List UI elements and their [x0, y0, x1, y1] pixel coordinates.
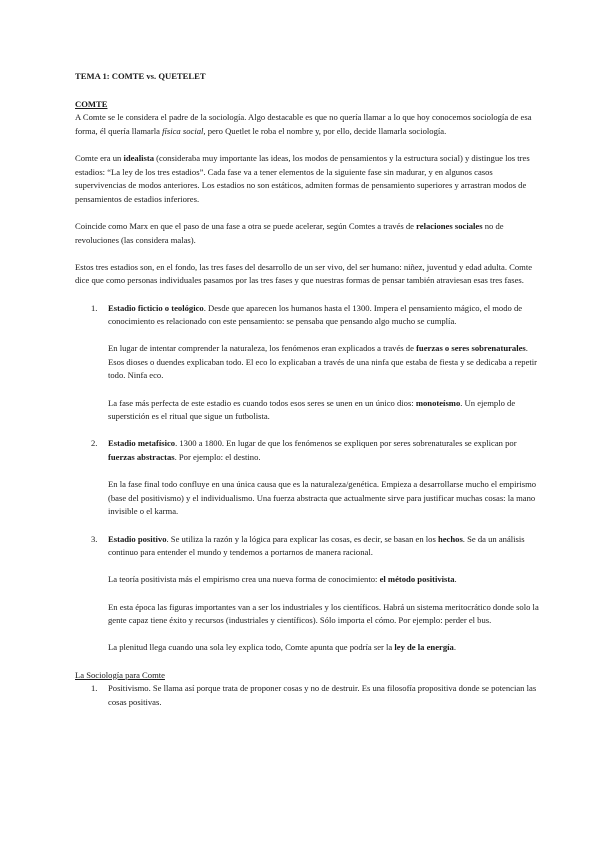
stage-paragraph: [108, 533, 540, 560]
stage-paragraph: [108, 397, 540, 424]
stage-paragraph: [108, 573, 540, 587]
bold-term: hechos: [437, 533, 463, 544]
list-item-text: Positivismo. Se llama así porque trata de proponer cosas y no de destruir. Es una filosofía propositiva donde se potencian las cosas positivas.: [108, 683, 537, 707]
text-run: La fase más perfecta de este estadio es cuando todos esos seres se unen en un único dios:: [108, 397, 416, 408]
text-run: . Esos dioses o duendes explicaban todo. El eco lo explicaban a través de una ninfa que estaba de fiesta y se dedicaba a repetir todo. Ninfa eco.: [108, 343, 538, 381]
text-run: . Desde que aparecen los humanos hasta el 1300. Impera el pensamiento mágico, el modo de conocimiento es relacionado con este pensamiento: se pensaba que pensando algo mucho se cumplía.: [108, 302, 523, 327]
text-run: no de revoluciones (las considera malas).: [75, 220, 504, 245]
bold-term: idealista: [123, 152, 155, 163]
stage-paragraph: En esta época las figuras importantes van a ser los industriales y los científicos. Habrá un sistema meritocrático donde solo la gente capaz tiene éxito y recursos (industriales y científicos). Sólo importa el cómo. Por ejemplo: perder el bus.: [108, 601, 539, 626]
bold-term: monoteísmo: [415, 397, 461, 408]
list-number: 1.: [91, 683, 98, 694]
stage-paragraph: [108, 302, 540, 329]
stage-paragraph: [108, 437, 540, 464]
stage-title: Estadio metafísico: [108, 438, 176, 449]
list-item-stage-2: [75, 437, 540, 519]
stage-paragraph: En la fase final todo confluye en una única causa que es la naturaleza/genética. Empieza a desarrollarse mucho el empirismo (base del positivismo) y el individualismo. Una fuerza abstracta que actualmente sirve para justificar muchas cosas: la mano invisible o el karma.: [108, 479, 537, 517]
bold-term: relaciones sociales: [416, 220, 483, 231]
text-run: .: [453, 642, 456, 653]
paragraph-intro: [75, 111, 540, 138]
document-title: TEMA 1: COMTE vs. QUETELET: [75, 71, 206, 81]
section-heading-comte: COMTE: [75, 98, 108, 109]
text-run: (consideraba muy importante las ideas, los modos de pensamientos y la estructura social) y distingue los tres estadios: “La ley de los tres estadios”. Cada fase va a tener elementos de la siguiente fase sin madurar, y en algunos casos supervivencias de modos anteriores. Los estadios no son estáticos, admiten formas de pensamiento superiores y arrastran modos de pensamientos de estadios inferiores.: [75, 152, 530, 204]
text-run: . Por ejemplo: el destino.: [174, 452, 261, 463]
paragraph-idealista: [75, 152, 540, 206]
bold-term: fuerzas abstractas: [108, 452, 175, 463]
bold-term: ley de la energía: [394, 642, 454, 653]
text-run: La plenitud llega cuando una sola ley explica todo, Comte apunta que podría ser la: [108, 642, 395, 653]
section-heading-sociologia: La Sociología para Comte: [75, 669, 165, 680]
italic-term: física social: [162, 125, 204, 136]
stage-title: Estadio positivo: [108, 533, 167, 544]
list-number: 2.: [91, 438, 98, 449]
list-number: 3.: [91, 533, 98, 544]
stage-paragraph: [108, 641, 540, 655]
stages-list: [75, 302, 540, 655]
sociology-list: [75, 682, 540, 709]
text-run: La teoría positivista más el empirismo crea una nueva forma de conocimiento:: [108, 574, 380, 585]
list-item-positivismo: [75, 682, 540, 709]
bold-term: el método positivista: [379, 574, 455, 585]
text-run: . Se da un análisis continuo para entender el mundo y tendemos a portarnos de manera racional.: [108, 533, 525, 558]
text-run: . Se utiliza la razón y la lógica para explicar las cosas, es decir, se basan en los: [166, 533, 438, 544]
text-run: A Comte se le considera el padre de la sociología. Algo destacable es que no quería llamar a lo que hoy conocemos sociología de esa forma, él quería llamarla: [75, 112, 532, 136]
stage-title: Estadio ficticio o teológico: [108, 302, 204, 313]
text-run: Comte era un: [75, 152, 124, 163]
text-run: . Un ejemplo de superstición es el ritual que sigue un futbolista.: [108, 397, 516, 422]
bold-term: fuerzas o seres sobrenaturales: [416, 343, 526, 354]
text-run: . 1300 a 1800. En lugar de que los fenómenos se expliquen por seres sobrenaturales se explican por: [175, 438, 517, 449]
text-run: En lugar de intentar comprender la naturaleza, los fenómenos eran explicados a través de: [108, 343, 417, 354]
paragraph-three-stages: Estos tres estadios son, en el fondo, las tres fases del desarrollo de un ser vivo, del ser humano: niñez, juventud y edad adulta. Comte dice que como personas individuales pasamos por las tres fases y que nuestras formas de pensar también atraviesan esas tres fases.: [75, 261, 533, 286]
text-run: .: [454, 574, 457, 585]
list-number: 1.: [91, 302, 98, 313]
text-run: , pero Quetlet le roba el nombre y, por ello, decide llamarla sociología.: [203, 125, 447, 136]
list-item-stage-1: [75, 302, 540, 424]
text-run: Coincide como Marx en que el paso de una fase a otra se puede acelerar, según Comtes a través de: [75, 220, 417, 231]
paragraph-marx: [75, 220, 540, 247]
list-item-stage-3: [75, 533, 540, 655]
stage-paragraph: [108, 342, 540, 383]
